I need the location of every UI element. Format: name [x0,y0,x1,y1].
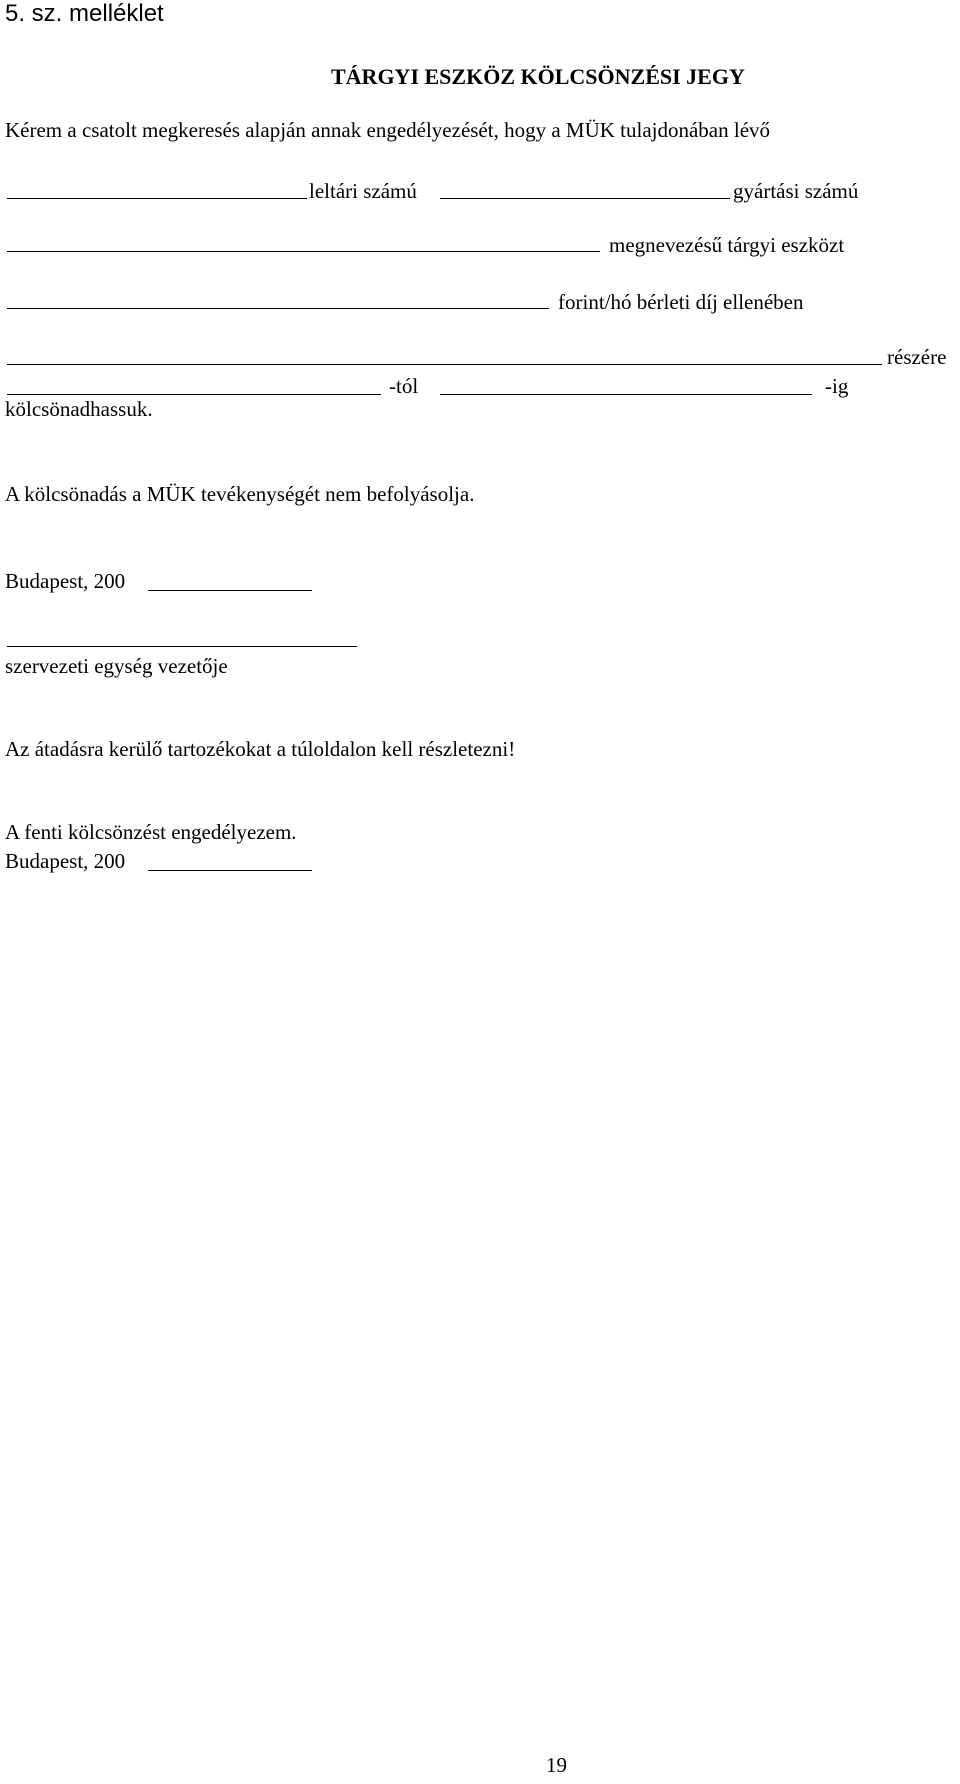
statement-text: A kölcsönadás a MÜK tevékenységét nem befolyásolja. [5,482,475,506]
approval-text: A fenti kölcsönzést engedélyezem. [5,820,297,844]
period-to-blank[interactable] [440,394,812,395]
recipient-label: részére [887,345,947,369]
rental-fee-blank[interactable] [7,308,549,309]
form-title: TÁRGYI ESZKÖZ KÖLCSÖNZÉSI JEGY [331,64,745,89]
period-from-blank[interactable] [7,394,381,395]
accessories-note: Az átadásra kerülő tartozékokat a túloldalon kell részletezni! [5,737,516,761]
intro-text: Kérem a csatolt megkeresés alapján annak engedélyezését, hogy a MÜK tulajdonában lévő [5,118,771,142]
date-blank-2[interactable] [148,870,312,871]
serial-number-blank[interactable] [440,198,730,199]
inventory-number-label: leltári számú [309,179,417,203]
place-date-label-2: Budapest, 200 [5,849,126,873]
page-number: 19 [546,1753,567,1777]
recipient-blank[interactable] [7,364,882,365]
signature-blank[interactable] [7,646,357,647]
asset-name-label: megnevezésű tárgyi eszközt [609,233,845,257]
place-date-label-1: Budapest, 200 [5,569,126,593]
signatory-label: szervezeti egység vezetője [5,654,228,678]
asset-name-blank[interactable] [7,251,600,252]
date-blank-1[interactable] [148,590,312,591]
annex-label: 5. sz. melléklet [5,0,164,27]
inventory-number-blank[interactable] [7,198,307,199]
period-to-label: -ig [825,374,849,398]
lend-text: kölcsönadhassuk. [5,397,153,421]
period-from-label: -tól [389,374,419,398]
serial-number-label: gyártási számú [733,179,859,203]
rental-fee-label: forint/hó bérleti díj ellenében [558,290,804,314]
